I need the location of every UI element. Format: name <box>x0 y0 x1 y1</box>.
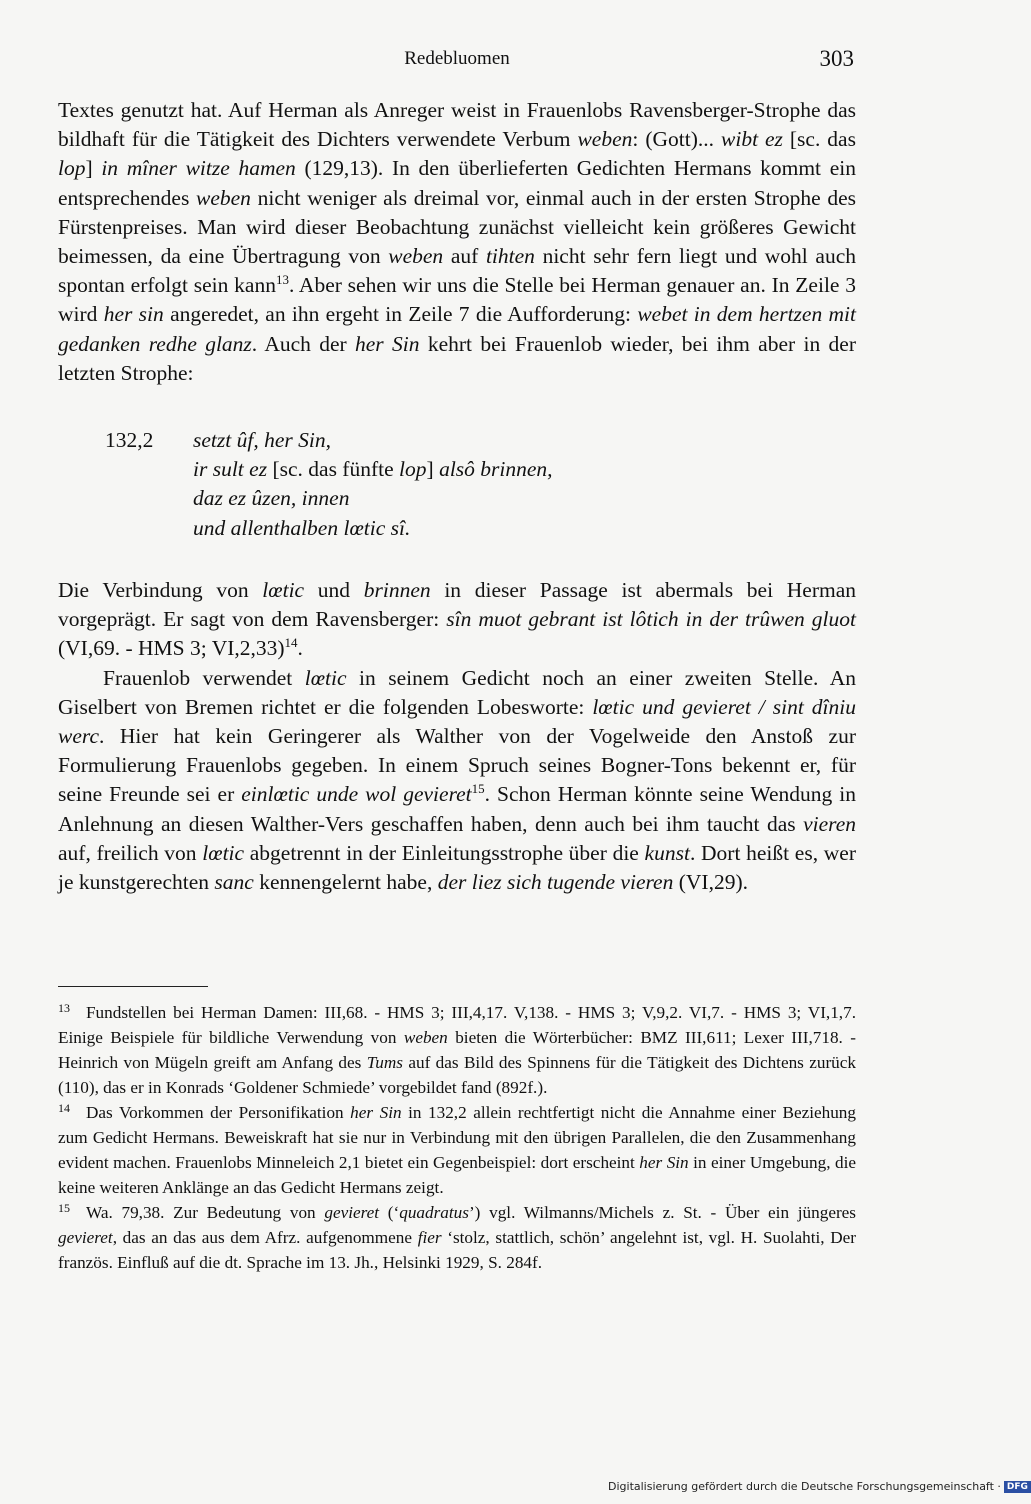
verse-line-1: setzt ûf, her Sin, <box>193 428 331 453</box>
paragraph-2 <box>58 576 856 664</box>
text-span: [sc. das fünfte <box>267 457 400 482</box>
text-span: kennengelernt habe, <box>253 870 438 895</box>
italic-term: lop <box>58 156 86 181</box>
italic-term: wibt ez <box>721 127 783 152</box>
verse-reference: 132,2 <box>105 428 154 453</box>
footnote-number: 15 <box>58 1201 70 1215</box>
page-number: 303 <box>819 46 854 71</box>
text-span: . Hier hat kein Geringerer als Walther von der Vogelweide den Anstoß zur Formulierung Frauenlobs gegeben. In einem Spruch seines Bogner-Tons bekennt er, für seine Freunde sei er <box>58 724 856 807</box>
italic-term: her Sin <box>355 331 420 356</box>
text-span: ] <box>85 156 102 181</box>
italic-term: lœtic und gevieret / sint dîniu werc <box>58 694 856 749</box>
text-span: (VI,69. - HMS 3; VI,2,33) <box>58 636 285 661</box>
italic-term: alsô brinnen, <box>439 457 553 482</box>
italic-term: tihten <box>485 244 535 269</box>
text-span: . <box>297 636 303 661</box>
verse-quotation <box>58 426 856 546</box>
italic-term: her sin <box>103 302 164 327</box>
dfg-logo: DFG <box>1004 1481 1031 1493</box>
italic-term: in mîner witze hamen <box>101 156 296 181</box>
text-span: ‘stolz, stattlich, schön’ angelehnt ist, vgl. H. Suolahti, Der französ. Einfluß auf die dt. Sprache im 13. Jh., Helsinki 1929, S. 284f. <box>58 1228 857 1272</box>
text-span: auf, freilich von <box>58 840 203 865</box>
italic-term: fier <box>417 1228 442 1247</box>
italic-term: quadratus <box>399 1203 469 1222</box>
text-span: nicht sehr fern liegt und wohl auch spontan erfolgt sein kann <box>58 244 856 298</box>
footnote-15 <box>58 1200 856 1275</box>
italic-term: kunst <box>644 840 690 865</box>
italic-term: weben <box>403 1028 448 1047</box>
italic-term: einlœtic unde wol gevieret <box>241 782 472 807</box>
footnote-number: 14 <box>58 1101 70 1115</box>
italic-term: gevieret <box>324 1203 380 1222</box>
text-span: [sc. das <box>782 127 856 152</box>
main-text <box>58 96 856 897</box>
verse-line-2 <box>193 455 553 484</box>
italic-term: lop <box>399 457 427 482</box>
text-span: . Aber sehen wir uns die Stelle bei Herman genauer an. In Zeile 3 wird <box>58 273 856 327</box>
footnote-14 <box>58 1100 856 1200</box>
italic-term: der liez sich tugende vieren <box>437 870 674 895</box>
italic-term: gevieret <box>58 1228 113 1247</box>
text-span: in seinem Gedicht noch an einer zweiten Stelle. An Giselbert von Bremen richtet er die folgenden Lobesworte: <box>58 665 857 719</box>
text-span: bieten die Wörterbücher: BMZ III,611; Lexer III,718. - Heinrich von Mügeln greift am Anfang des <box>58 1028 856 1072</box>
text-span: (VI,29). <box>673 870 748 895</box>
text-span: Wa. 79,38. Zur Bedeutung von <box>86 1203 325 1222</box>
footnote-separator <box>58 986 208 987</box>
italic-term: lœtic <box>262 578 305 603</box>
italic-term: lœtic <box>202 840 245 865</box>
text-span: Die Verbindung von <box>58 578 263 603</box>
text-span: . Dort heißt es, wer je kunstgerechten <box>58 840 857 895</box>
text-span: kehrt bei Frauenlob wieder, bei ihm aber in der letzten Strophe: <box>58 331 856 385</box>
text-span: abgetrennt in der Einleitungsstrophe über die <box>244 840 645 865</box>
digitization-footer <box>608 1480 1028 1500</box>
text-span: auf das Bild des Spinnens für die Tätigkeit des Dichtens zurück (110), das er in Konrads ‘Goldener Schmiede’ vorgebildet fand (892f.). <box>58 1053 856 1097</box>
verse-line-4: und allenthalben lœtic sî. <box>193 515 411 540</box>
text-span: (‘ <box>379 1203 400 1222</box>
text-span: : (Gott)... <box>632 127 721 152</box>
text-span: Das Vorkommen der Personifikation <box>86 1103 351 1122</box>
text-span: in 132,2 allein rechtfertigt nicht die Annahme einer Beziehung zum Gedicht Hermans. Beweiskraft hat sie nur in Verbindung mit den übrigen Parallelen, die den Zusammenhang evident machen. Frauenlobs Minneleich 2,1 bietet ein Gegenbeispiel: dort erscheint <box>58 1103 856 1172</box>
text-span: Fundstellen bei Herman Damen: III,68. - HMS 3; III,4,17. V,138. - HMS 3; V,9,2. VI,7. - HMS 3; VI,1,7. Einige Beispiele für bildliche Verwendung von <box>58 1003 856 1047</box>
italic-term: sanc <box>214 870 254 895</box>
verse-line-3: daz ez ûzen, innen <box>193 486 350 511</box>
text-span: angeredet, an ihn ergeht in Zeile 7 die Aufforderung: <box>163 302 638 327</box>
italic-term: sîn muot gebrant ist lôtich in der trûwen gluot <box>446 607 856 632</box>
text-span: in einer Umgebung, die keine weiteren Anklänge an das Gedicht Hermans zeigt. <box>58 1153 856 1197</box>
footnote-ref-13[interactable]: 13 <box>275 272 289 288</box>
verse-lines <box>193 426 553 543</box>
text-span: Textes genutzt hat. Auf Herman als Anreger weist in Frauenlobs Ravensberger-Strophe das bildhaft für die Tätigkeit des Dichters verwendete Verbum <box>58 98 856 152</box>
italic-term: weben <box>388 244 444 269</box>
italic-term: ir sult ez <box>193 457 268 482</box>
italic-term: weben <box>196 185 251 210</box>
text-span: nicht weniger als dreimal vor, einmal auch in der ersten Strophe des Fürstenpreises. Man wird dieser Beobachtung zunächst vielleicht kein größeres Gewicht beimessen, da eine Übertragung von <box>58 185 856 269</box>
text-span: ’) vgl. Wilmanns/Michels z. St. - Über ein jüngeres <box>468 1203 856 1222</box>
paragraph-3 <box>58 664 856 898</box>
text-span: auf <box>443 244 486 269</box>
funding-note: Digitalisierung gefördert durch die Deutsche Forschungsgemeinschaft · <box>608 1480 1001 1493</box>
text-span: (129,13). In den überlieferten Gedichten Hermans kommt ein entsprechendes <box>58 156 856 210</box>
text-span: und <box>304 578 364 603</box>
italic-term: brinnen <box>363 578 431 603</box>
footnote-ref-15[interactable]: 15 <box>471 781 485 797</box>
italic-term: lœtic <box>304 665 347 690</box>
text-span: Frauenlob verwendet <box>103 665 305 690</box>
paragraph-1 <box>58 96 856 388</box>
footnotes <box>58 1000 856 1275</box>
italic-term: webet in dem hertzen mit gedanken redhe glanz <box>58 302 856 356</box>
running-head: Redebluomen <box>404 48 510 69</box>
italic-term: her Sin <box>639 1153 689 1172</box>
text-span: . Auch der <box>251 331 356 356</box>
footnote-ref-14[interactable]: 14 <box>284 635 298 651</box>
italic-term: vieren <box>803 811 856 836</box>
italic-term: weben <box>577 127 633 152</box>
text-span: in dieser Passage ist abermals bei Herman vorgeprägt. Er sagt von dem Ravensberger: <box>58 578 856 632</box>
text-span: ] <box>426 457 440 482</box>
footnote-13 <box>58 1000 856 1100</box>
italic-term: her Sin <box>350 1103 402 1122</box>
text-span: . Schon Herman könnte seine Wendung in Anlehnung an diesen Walther-Vers geschaffen haben, denn auch bei ihm taucht das <box>58 782 856 836</box>
page-header <box>58 46 856 76</box>
italic-term: Tums <box>366 1053 403 1072</box>
footnote-number: 13 <box>58 1001 70 1015</box>
text-span: , das an das aus dem Afrz. aufgenommene <box>112 1228 418 1247</box>
